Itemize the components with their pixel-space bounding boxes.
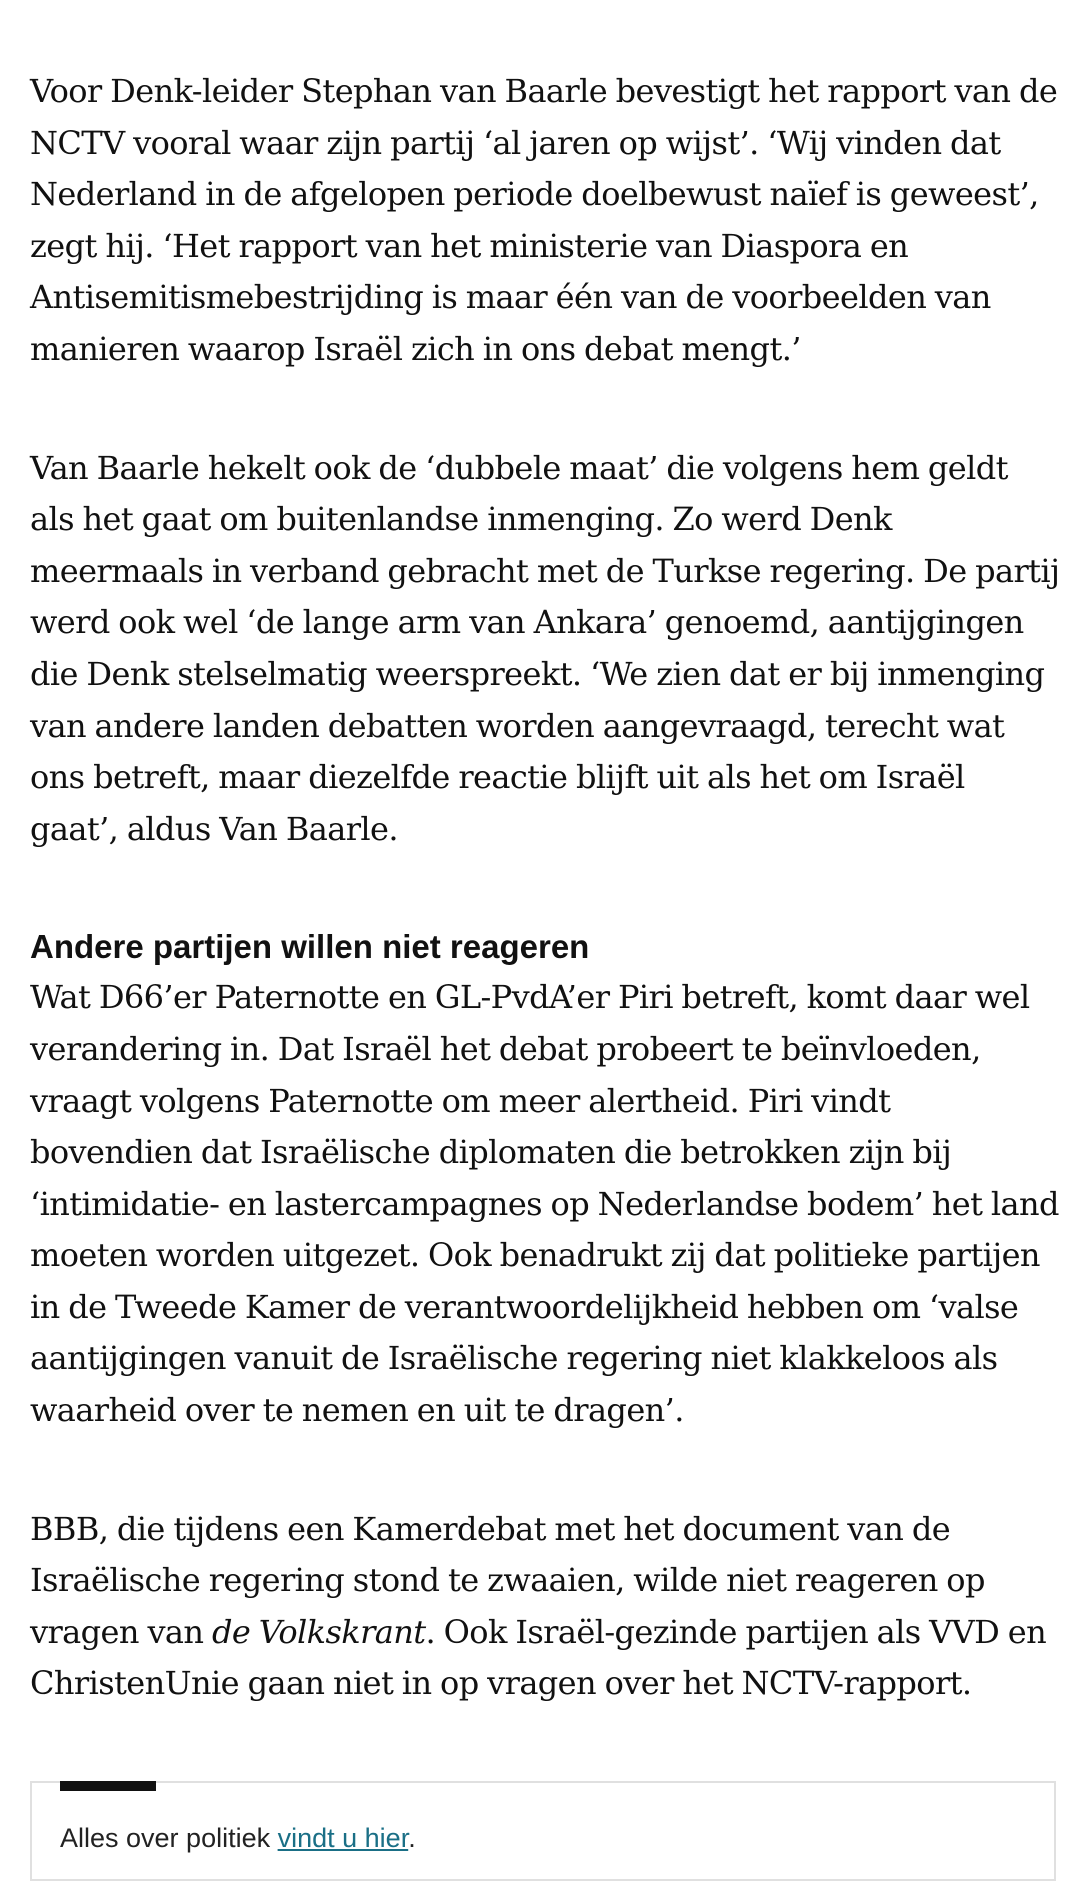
paragraph-4-text-after: . Ook Israël-gezinde partijen als VVD en ChristenUnie gaan niet in op vragen over het NCTV-rapport. [30, 1612, 1047, 1703]
related-info-box [30, 1781, 1056, 1881]
article-paragraph-3: Wat D66’er Paternotte en GL-PvdA’er Piri betreft, komt daar wel verandering in. Dat Israël het debat probeert te beïnvloeden, vraagt volgens Paternotte om meer alertheid. Piri vindt bovendien dat Israëlische diplomaten die betrokken zijn bij ‘intimidatie- en lastercampagnes op Nederlandse bodem’ het land moeten worden uitgezet. Ook benadrukt zij dat politieke partijen in de Tweede Kamer de verantwoordelijkheid hebben om ‘valse aantijgingen vanuit de Israëlische regering niet klakkeloos als waarheid over te nemen en uit te dragen’. [30, 978, 1059, 1430]
paragraph-4-text-before: BBB, die tijdens een Kamerdebat met het document van de Israëlische regering stond te zwaaien, wilde niet reageren op vragen van [30, 1509, 985, 1651]
politics-link[interactable]: vindt u hier [277, 1823, 409, 1853]
publication-name: de Volkskrant [212, 1612, 426, 1651]
article-paragraph-2: Van Baarle hekelt ook de ‘dubbele maat’ die volgens hem geldt als het gaat om buitenlandse inmenging. Zo werd Denk meermaals in verband gebracht met de Turkse regering. De partij werd ook wel ‘de lange arm van Ankara’ genoemd, aantijgingen die Denk stelselmatig weerspreekt. ‘We zien dat er bij inmenging van andere landen debatten worden aangevraagd, terecht wat ons betreft, maar diezelfde reactie blijft uit als het om Israël gaat’, aldus Van Baarle. [30, 448, 1060, 848]
section-subheading: Andere partijen willen niet reageren [30, 928, 590, 966]
article-body [30, 66, 1060, 1710]
info-box-label: Alles over politiek [60, 1823, 278, 1853]
article-paragraph-1: Voor Denk-leider Stephan van Baarle bevestigt het rapport van de NCTV vooral waar zijn partij ‘al jaren op wijst’. ‘Wij vinden dat Nederland in de afgelopen periode doelbewust naïef is geweest’, zegt hij. ‘Het rapport van het ministerie van Diaspora en Antisemitismebestrijding is maar één van de voorbeelden van manieren waarop Israël zich in ons debat mengt.’ [30, 72, 1058, 368]
info-box-accent-bar [60, 1781, 156, 1791]
info-box-text [60, 1821, 416, 1855]
article-paragraph-4 [30, 1504, 1060, 1710]
info-box-suffix: . [408, 1823, 416, 1853]
